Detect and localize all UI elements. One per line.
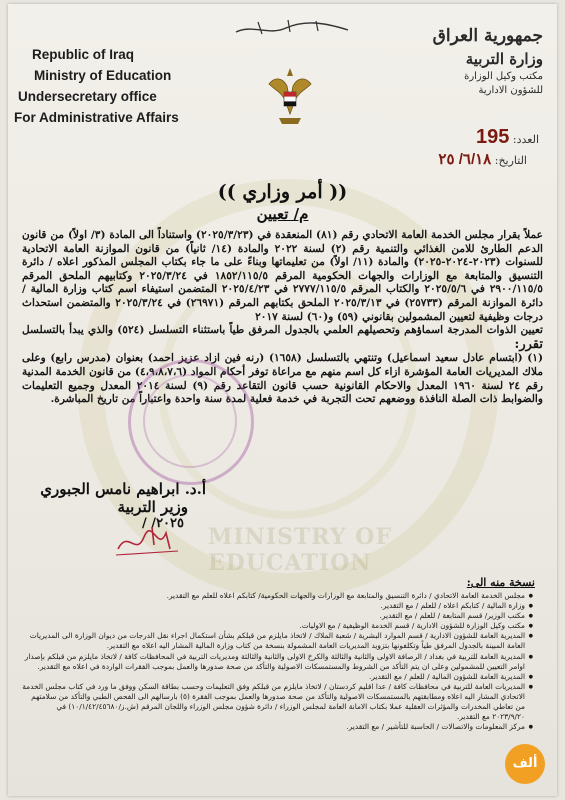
reference-date [438,150,527,168]
letterhead-ministry: Ministry of Education [34,68,172,83]
copies-heading: نسخة منه الى: [466,576,535,589]
letterhead-department: For Administrative Affairs [14,110,179,125]
watermark-text: MINISTRY OF EDUCATION [208,524,393,576]
english-letterhead [14,44,179,128]
reference-date-value: ٦/١٨/ ٢٥ [438,151,492,168]
letterhead-office-ar: مكتب وكيل الوزارة [464,71,543,82]
letterhead-country-ar: جمهورية العراق [432,26,543,46]
handwritten-signature [108,519,188,564]
copy-recipient: ● وزارة المالية / كتابكم اعلاه / للعلم / مع التقدير. [22,601,533,611]
letterhead-country: Republic of Iraq [32,47,135,62]
copy-recipient: ● المديرية العامة للشؤون الادارية / قسم الموارد البشرية / شعبة الملاك / لاتخاذ مايلزم من قبلكم بشأن استكمال اجراء نقل الدرجات من ديوان الوزارة الى المديريات العامة المبينة بالجدول المرفق طياً وتكلفونها بتزويد المديريات العامة المشمولة بنسخة من كتاب وزارة المالية المشار اليه اعلاه مع التقدير. [22,631,533,651]
copy-recipient: ● المديرية العامة للشؤون المالية / للعلم / مع التقدير. [22,672,533,682]
body-paragraph: تعيين الذوات المدرجة اسماؤهم وتحصيلهم العلمي بالجدول المرفق طياً باستثناء التسلسل (٥٢٤) والذي يبدأ بالتسلسل [22,324,544,337]
copy-recipient: ● مكتب الوزير/ قسم المتابعة / للعلم / مع التقدير. [22,611,533,621]
iraq-eagle-emblem-icon [265,62,315,132]
copy-recipient: ● مجلس الخدمة العامة الاتحادي / دائرة التنسيق والمتابعة مع الوزارات والجهات الحكومية/ كتابكم اعلاه للعلم مع التقدير. [22,591,533,601]
publisher-logo-icon: ألف [505,744,545,784]
reference-number [476,126,539,149]
body-paragraph: (١) (ابتسام عادل سعيد اسماعيل) وتنتهي بالتسلسل (١٦٥٨) (رنه فين ازاد عزيز احمد) بعنوان (مدرس رابع) وعلى ملاك المديريات العامة المؤشرة ازاء كل اسم منهم مع مراعاة توفر أحكام المواد (٤،٩،٨،٧،٦) من قانون الخدمة المدنية رقم ٢٤ لسنة ١٩٦٠ المعدل والاحكام القانونية حسب قانون التقاعد رقم (٩) لسنة ٢٠١٤ المعدل وجميع التعليمات والضوابط ذات الصلة النافذة ووضعهم تحت التجربة في خدمة فعلية لمدة سنة واحدة واعتباراً من تاريخ المباشرة. [22,352,543,406]
document-page [8,4,557,796]
reference-date-label: التاريخ: [494,154,527,167]
document-subject: م/ تعيين [256,205,309,223]
copy-recipient: ● مركز المعلومات والاتصالات / الحاسبة للتأشير / مع التقدير. [22,722,533,732]
copies-list [22,591,543,732]
arabic-letterhead [403,24,543,98]
letterhead-office: Undersecretary office [18,89,157,104]
signatory-date: ٢٠٢٥/ / [142,516,184,531]
copy-recipient: ● المديريات العامة للتربية في محافظات كافة / عدا اقليم كردستان / لاتخاذ مايلزم من قبلكم وفق التعليمات وحسب بطاقة السكن ووفق ما ورد في كتاب مجلس الخدمة الاتحادي المشار اليه اعلاه ومطابقتهم بالمستمسكات الاصولية والتأكد من صحة صدورها والعمل بموجب الفقرة (٥) بارسالهم الى الفحص الطبي والتأكد من سلامتهم من تعاطي المخدرات والمؤثرات العقلية عملا بكتاب الامانة العامة لمجلس الوزراء / دائرة شؤون مجلس الوزراء واللجان المرقم (ش.ز/١٠/١/٤٢/٤٥٦٨٠) في ٢٠٢٣/٩/٢٠ مع التقدير. [22,682,533,722]
copy-recipient: ● المديرية العامة للتربية في بغداد / الرصافة الاولى والثانية والثالثة والكرخ الاولى والثانية والثالثة ومديريات التربية في المحافظات كافة / لاتخاذ مايلزم من قبلكم بإصدار اوامر التعيين للمشمولين وعلى ان يتم التأكد من الشروط والمستمسكات الاصولية والتأكد من صحة صدورها والعمل بموجب الفقرات الواردة في اعلاه مع التقدير. [22,652,533,672]
signatory-name: أ.د. ابراهيم نامس الجبوري [40,480,206,498]
signatory-role: وزير التربية [117,498,188,516]
reference-number-label: العدد: [512,133,539,146]
copy-recipient: ● مكتب وكيل الوزارة للشؤون الادارية / قسم الخدمة الوظيفية / مع الاوليات. [22,621,533,631]
official-stamp-inner [143,374,237,468]
letterhead-department-ar: للشؤون الادارية [478,85,543,96]
letterhead-ministry-ar: وزارة التربية [465,50,543,68]
document-title: (( أمر وزاري )) [217,181,348,203]
document-body [22,229,543,407]
body-decision-line [22,324,543,352]
bismillah-calligraphy [228,14,358,42]
decided-heading: تقرر: [514,336,543,352]
body-paragraph: عملاً بقرار مجلس الخدمة العامة الاتحادي رقم (٨١) المنعقدة في (٢٠٢٥/٣/٢٣) واستناداً الى المادة (٣/ اولاً) من قانون الدعم الطارئ للامن الغذائي والتنمية رقم (٢) لسنة ٢٠٢٢ والمادة (١٤/ ثانياً) من قانون الموازنة العامة الاتحادية للسنوات (٢٠٢٣-٢٠٢٤-٢٠٢٥) والمادة (١١/ اولاً) من تعليماتها وبناءً على ما جاء بكتاب المجلس المذكور اعلاه / دائرة التنسيق والمتابعة مع الوزارات والجهات الحكومية المرقم ١٨٥٢/١١٥/٥ في ٢٠٢٥/٣/٢٤ وكتابيهم الملحق المرقم ٢٩٠٠/١١٥/٥ في ٢٠٢٥/٥/٦ والكتاب المرقم ٢٧٧٧/١١٥/٥ في ٢٠٢٥/٤/٢٣ المتضمن استيفاء اسم كتاب وزارة المالية / دائرة الموازنة المرقم (٢٥٧٣٣) في ٢٠٢٥/٣/١٣ الملحق بكتابهم المرقم (٢٦٩٧١) في ٢٠٢٥/٣/٢٤ والمتضمن استحداث درجات وظيفية لتعيين المشمولين بقانوني (٥٩) و(٦٠) لسنة ٢٠١٧ [22,229,543,323]
reference-number-value: 195 [476,126,510,148]
